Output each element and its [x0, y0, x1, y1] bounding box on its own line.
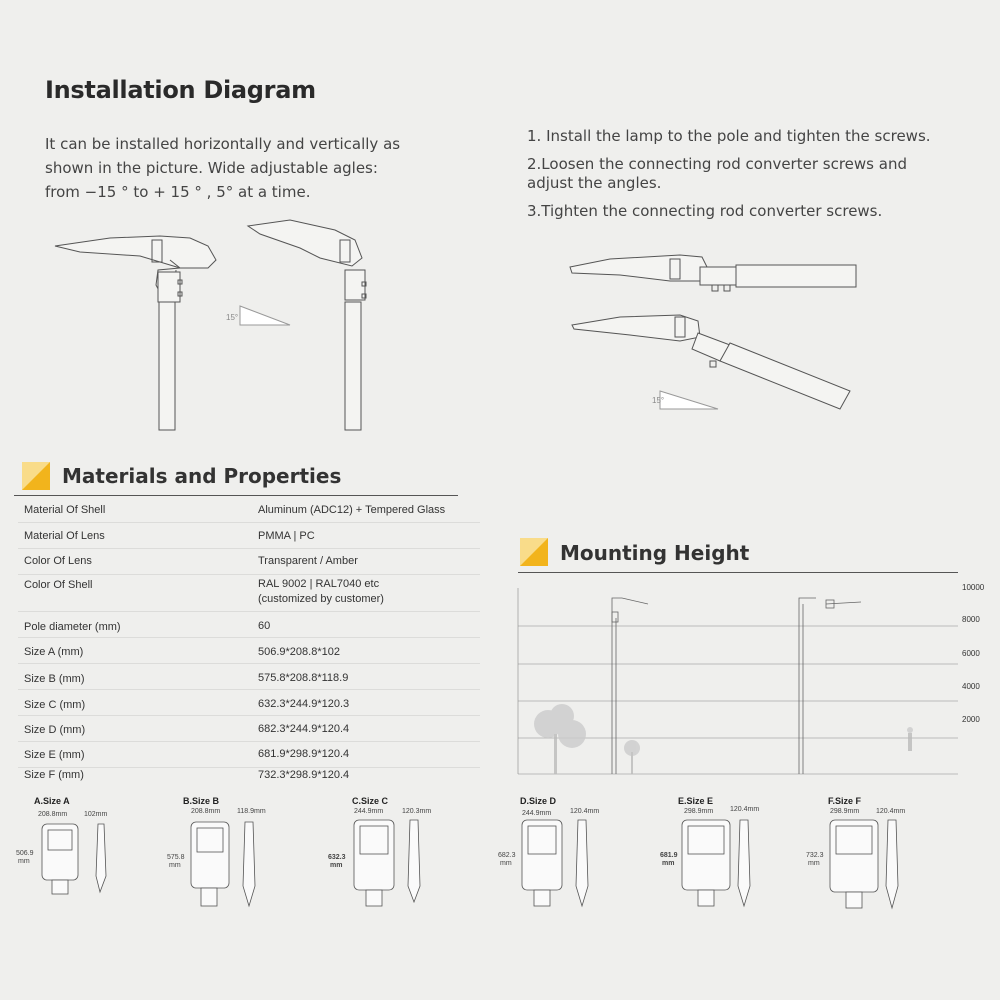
mounting-height-diagram	[516, 584, 960, 779]
row-value: 681.9*298.9*120.4	[258, 748, 350, 760]
section-icon	[520, 538, 548, 566]
size-drawing	[660, 796, 800, 916]
intro-line-3: from −15 ° to + 15 ° , 5° at a time.	[45, 183, 311, 201]
width-label: 298.9mm	[684, 808, 714, 815]
row-value: RAL 9002 | RAL7040 etc	[258, 578, 380, 590]
table-row	[18, 497, 480, 523]
size-drawing	[16, 796, 156, 916]
table-row	[18, 575, 480, 612]
step-2-cont: adjust the angles.	[527, 174, 662, 192]
installation-drawing-vertical	[40, 210, 480, 440]
width-label: 298.9mm	[830, 808, 860, 815]
step-1: 1. Install the lamp to the pole and tighten the screws.	[527, 127, 931, 145]
table-row	[18, 690, 480, 716]
height-label: 506.9	[16, 850, 34, 857]
depth-label: 120.4mm	[876, 808, 906, 815]
intro-line-1: It can be installed horizontally and vertically as	[45, 135, 401, 153]
row-value: Transparent / Amber	[258, 555, 358, 567]
width-label: 244.9mm	[522, 810, 552, 817]
height-label: 575.8	[167, 854, 185, 861]
page-title: Installation Diagram	[45, 76, 316, 104]
unit-label: mm	[808, 860, 820, 867]
row-label: Material Of Shell	[24, 504, 106, 516]
row-label: Color Of Shell	[24, 579, 93, 591]
table-row	[18, 612, 480, 638]
row-label: Size A (mm)	[24, 646, 84, 658]
row-value: 60	[258, 620, 271, 632]
angle-label-right: 15°	[652, 396, 665, 405]
mounting-divider	[518, 572, 958, 573]
row-value: 732.3*298.9*120.4	[258, 769, 350, 781]
row-value: PMMA | PC	[258, 530, 315, 542]
row-label: Material Of Lens	[24, 530, 105, 542]
row-label: Size C (mm)	[24, 699, 86, 711]
row-label: Size F (mm)	[24, 769, 84, 781]
intro-line-2: shown in the picture. Wide adjustable agles:	[45, 159, 378, 177]
height-label: 2000	[962, 715, 980, 724]
size-title: E.Size E	[678, 796, 714, 806]
unit-label: mm	[18, 858, 30, 865]
row-value-2: (customized by customer)	[258, 593, 384, 605]
height-label: 4000	[962, 682, 980, 691]
unit-label: mm	[500, 860, 512, 867]
depth-label: 102mm	[84, 811, 108, 818]
angle-label-left: 15°	[226, 313, 239, 322]
step-3: 3.Tighten the connecting rod converter screws.	[527, 202, 883, 220]
materials-title: Materials and Properties	[62, 464, 342, 488]
row-label: Pole diameter (mm)	[24, 621, 121, 633]
size-title: A.Size A	[34, 796, 70, 806]
size-title: F.Size F	[828, 796, 862, 806]
row-value: Aluminum (ADC12) + Tempered Glass	[258, 504, 446, 516]
row-value: 575.8*208.8*118.9	[258, 672, 349, 684]
size-title: D.Size D	[520, 796, 557, 806]
unit-label: mm	[169, 862, 181, 869]
depth-label: 120.4mm	[570, 808, 600, 815]
materials-divider	[14, 495, 458, 496]
row-label: Size E (mm)	[24, 749, 85, 761]
table-row	[18, 549, 480, 575]
width-label: 208.8mm	[38, 811, 68, 818]
size-drawing	[496, 796, 636, 916]
size-drawing	[328, 796, 468, 916]
table-row	[18, 716, 480, 742]
installation-drawing-horizontal	[560, 245, 870, 420]
depth-label: 118.9mm	[237, 808, 266, 815]
width-label: 208.8mm	[191, 808, 221, 815]
size-title: C.Size C	[352, 796, 389, 806]
row-value: 632.3*244.9*120.3	[258, 698, 350, 710]
size-drawing	[165, 796, 305, 916]
height-label: 632.3	[328, 854, 346, 861]
size-title: B.Size B	[183, 796, 220, 806]
table-row	[18, 638, 480, 664]
height-label: 6000	[962, 649, 980, 658]
table-row	[18, 766, 480, 791]
row-value: 682.3*244.9*120.4	[258, 723, 350, 735]
row-label: Size B (mm)	[24, 673, 85, 685]
section-icon	[22, 462, 50, 490]
unit-label: mm	[662, 860, 675, 867]
mounting-title: Mounting Height	[560, 541, 750, 565]
row-label: Size D (mm)	[24, 724, 86, 736]
table-row	[18, 742, 480, 768]
height-label: 732.3	[806, 852, 824, 859]
size-drawing	[806, 796, 946, 916]
height-label: 682.3	[498, 852, 516, 859]
row-value: 506.9*208.8*102	[258, 646, 340, 658]
width-label: 244.9mm	[354, 808, 384, 815]
row-label: Color Of Lens	[24, 555, 92, 567]
unit-label: mm	[330, 862, 343, 869]
height-label: 681.9	[660, 852, 678, 859]
depth-label: 120.4mm	[730, 806, 760, 813]
table-row	[18, 523, 480, 549]
table-row	[18, 664, 480, 690]
depth-label: 120.3mm	[402, 808, 432, 815]
step-2: 2.Loosen the connecting rod converter screws and	[527, 155, 907, 173]
height-label: 10000	[962, 583, 985, 592]
height-label: 8000	[962, 615, 980, 624]
